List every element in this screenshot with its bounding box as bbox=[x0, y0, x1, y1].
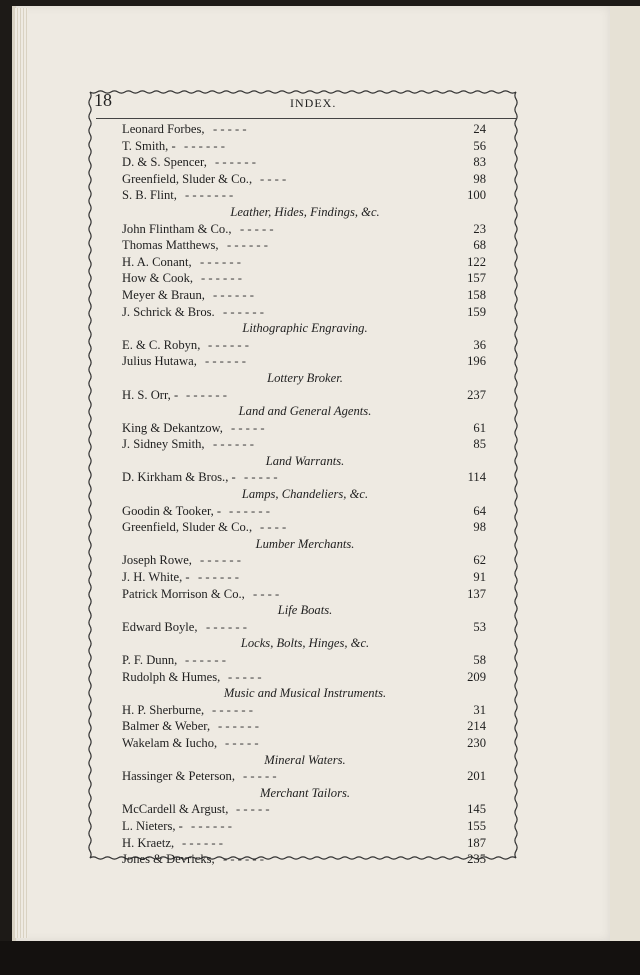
category-heading: Land Warrants. bbox=[265, 453, 345, 468]
entry-name: Greenfield, Sluder & Co., bbox=[122, 520, 253, 535]
category-heading: Lumber Merchants. bbox=[255, 536, 355, 551]
entry-page-number: 159 bbox=[467, 304, 486, 319]
entry-page-number: 196 bbox=[467, 354, 486, 369]
entry-page-number: 155 bbox=[467, 818, 486, 833]
entry-page-number: 31 bbox=[473, 702, 486, 717]
leader-dashes: - - - - - - bbox=[229, 503, 270, 518]
entry-name: J. H. White, - bbox=[122, 570, 190, 585]
category-heading: Merchant Tailors. bbox=[259, 785, 351, 800]
entry-page-number: 157 bbox=[467, 271, 486, 286]
entry-name: Jones & Devricks, bbox=[122, 852, 215, 867]
index-entry bbox=[122, 171, 488, 188]
entry-page-number: 61 bbox=[473, 420, 486, 435]
category-heading: Land and General Agents. bbox=[238, 404, 372, 419]
entry-name: McCardell & Argust, bbox=[122, 802, 229, 817]
category-heading: Life Boats. bbox=[277, 603, 333, 618]
entry-page-number: 36 bbox=[473, 337, 486, 352]
leader-dashes: - - - - - - bbox=[184, 138, 225, 153]
entry-page-number: 23 bbox=[473, 221, 486, 236]
page-number: 18 bbox=[94, 90, 112, 110]
index-entry bbox=[122, 652, 488, 669]
entry-name: L. Nieters, - bbox=[122, 818, 183, 833]
entry-name: John Flintham & Co., bbox=[122, 221, 232, 236]
index-entry bbox=[122, 801, 488, 818]
entry-page-number: 68 bbox=[473, 238, 486, 253]
index-entry bbox=[122, 835, 488, 852]
index-entry bbox=[122, 337, 488, 354]
entry-page-number: 83 bbox=[473, 155, 486, 170]
index-entry bbox=[122, 735, 488, 752]
category-heading: Leather, Hides, Findings, &c. bbox=[230, 204, 380, 219]
index-entry bbox=[122, 420, 488, 437]
index-entry bbox=[122, 718, 488, 735]
index-entry bbox=[122, 469, 488, 486]
index-entry bbox=[122, 669, 488, 686]
leader-dashes: - - - - - - bbox=[213, 437, 254, 452]
index-entry bbox=[122, 154, 488, 171]
index-entry bbox=[122, 138, 488, 155]
entry-page-number: 214 bbox=[467, 719, 486, 734]
leader-dashes: - - - - - - bbox=[208, 337, 249, 352]
leader-dashes: - - - - - - bbox=[191, 818, 232, 833]
leader-dashes: - - - - bbox=[260, 171, 287, 186]
entry-name: H. A. Conant, bbox=[122, 254, 192, 269]
page-title: INDEX. bbox=[290, 96, 337, 110]
leader-dashes: - - - - - - - bbox=[185, 188, 234, 203]
category-heading: Lamps, Chandeliers, &c. bbox=[241, 487, 369, 502]
entry-name: Joseph Rowe, bbox=[122, 553, 192, 568]
entry-name: Balmer & Weber, bbox=[122, 719, 211, 734]
entry-name: Hassinger & Peterson, bbox=[122, 769, 235, 784]
leader-dashes: - - - - - - bbox=[205, 354, 246, 369]
entry-name: Leonard Forbes, bbox=[122, 122, 205, 136]
leader-dashes: - - - - bbox=[253, 586, 280, 601]
entry-page-number: 201 bbox=[467, 769, 486, 784]
entry-page-number: 56 bbox=[473, 138, 486, 153]
entry-name: E. & C. Robyn, bbox=[122, 337, 201, 352]
entry-name: How & Cook, bbox=[122, 271, 194, 286]
index-entry bbox=[122, 187, 488, 204]
entry-name: Edward Boyle, bbox=[122, 619, 198, 634]
entry-page-number: 237 bbox=[467, 387, 486, 402]
category-heading: Lottery Broker. bbox=[267, 370, 343, 385]
index-entry bbox=[122, 304, 488, 321]
leader-dashes: - - - - - bbox=[240, 221, 274, 236]
entry-name: S. B. Flint, bbox=[122, 188, 177, 203]
leader-dashes: - - - - - - bbox=[186, 387, 227, 402]
leader-dashes: - - - - - - bbox=[182, 835, 223, 850]
entry-page-number: 91 bbox=[473, 570, 486, 585]
index-entry bbox=[122, 619, 488, 636]
entry-name: Thomas Matthews, bbox=[122, 238, 219, 253]
entry-name: Goodin & Tooker, - bbox=[122, 503, 222, 518]
index-entry bbox=[122, 586, 488, 603]
entry-name: King & Dekantzow, bbox=[122, 420, 223, 435]
background-strip bbox=[0, 941, 640, 975]
entry-page-number: 85 bbox=[473, 437, 486, 452]
entry-page-number: 209 bbox=[467, 669, 486, 684]
leader-dashes: - - - - - - bbox=[200, 254, 241, 269]
entry-page-number: 145 bbox=[467, 802, 486, 817]
entry-name: P. F. Dunn, bbox=[122, 653, 178, 667]
leader-dashes: - - - - - bbox=[213, 122, 247, 136]
page-edges bbox=[14, 8, 28, 938]
index-entry bbox=[122, 768, 488, 785]
category-heading: Music and Musical Instruments. bbox=[223, 686, 387, 701]
leader-dashes: - - - - - bbox=[228, 669, 262, 684]
index-entry bbox=[122, 851, 488, 868]
entry-name: T. Smith, - bbox=[122, 138, 176, 153]
entry-page-number: 58 bbox=[473, 653, 486, 667]
leader-dashes: - - - - - - bbox=[206, 619, 247, 634]
index-list bbox=[122, 121, 488, 868]
index-entry bbox=[122, 818, 488, 835]
entry-page-number: 62 bbox=[473, 553, 486, 568]
entry-name: Meyer & Braun, bbox=[122, 287, 205, 302]
leader-dashes: - - - - - - bbox=[200, 553, 241, 568]
category-heading: Locks, Bolts, Hinges, &c. bbox=[240, 636, 370, 651]
leader-dashes: - - - - - - bbox=[223, 304, 264, 319]
header-rule bbox=[96, 118, 516, 119]
leader-dashes: - - - - - bbox=[244, 470, 278, 485]
index-entry bbox=[122, 121, 488, 138]
entry-name: H. Kraetz, bbox=[122, 835, 175, 850]
entry-name: D. & S. Spencer, bbox=[122, 155, 207, 170]
entry-name: Wakelam & Iucho, bbox=[122, 735, 218, 750]
leader-dashes: - - - - - - bbox=[223, 852, 264, 867]
entry-page-number: 122 bbox=[467, 254, 486, 269]
entry-page-number: 64 bbox=[473, 503, 486, 518]
entry-page-number: 235 bbox=[467, 852, 486, 867]
entry-page-number: 53 bbox=[473, 619, 486, 634]
leader-dashes: - - - - - - bbox=[212, 702, 253, 717]
entry-name: J. Sidney Smith, bbox=[122, 437, 205, 452]
leader-dashes: - - - - - - bbox=[185, 653, 226, 667]
index-entry bbox=[122, 254, 488, 271]
index-entry bbox=[122, 503, 488, 520]
index-entry bbox=[122, 353, 488, 370]
entry-name: Patrick Morrison & Co., bbox=[122, 586, 245, 601]
entry-name: Greenfield, Sluder & Co., bbox=[122, 171, 253, 186]
entry-page-number: 137 bbox=[467, 586, 486, 601]
entry-page-number: 230 bbox=[467, 735, 486, 750]
index-entry bbox=[122, 519, 488, 536]
leader-dashes: - - - - - bbox=[243, 769, 277, 784]
leader-dashes: - - - - - - bbox=[201, 271, 242, 286]
entry-page-number: 24 bbox=[473, 122, 486, 136]
category-heading: Mineral Waters. bbox=[264, 752, 346, 767]
index-entry bbox=[122, 237, 488, 254]
leader-dashes: - - - - - - bbox=[213, 287, 254, 302]
facing-page-edge bbox=[610, 6, 640, 941]
index-entry bbox=[122, 270, 488, 287]
index-entry bbox=[122, 221, 488, 238]
entry-page-number: 100 bbox=[467, 188, 486, 203]
entry-name: H. S. Orr, - bbox=[122, 387, 179, 402]
entry-name: J. Schrick & Bros. bbox=[122, 304, 215, 319]
leader-dashes: - - - - - bbox=[231, 420, 265, 435]
entry-page-number: 187 bbox=[467, 835, 486, 850]
leader-dashes: - - - - bbox=[260, 520, 287, 535]
entry-page-number: 158 bbox=[467, 287, 486, 302]
leader-dashes: - - - - - bbox=[225, 735, 259, 750]
entry-name: D. Kirkham & Bros., - bbox=[122, 470, 236, 485]
index-entry bbox=[122, 387, 488, 404]
index-entry bbox=[122, 436, 488, 453]
leader-dashes: - - - - - - bbox=[198, 570, 239, 585]
entry-name: H. P. Sherburne, bbox=[122, 702, 205, 717]
leader-dashes: - - - - - - bbox=[227, 238, 268, 253]
leader-dashes: - - - - - bbox=[236, 802, 270, 817]
category-heading: Lithographic Engraving. bbox=[242, 321, 368, 336]
entry-page-number: 98 bbox=[473, 171, 486, 186]
leader-dashes: - - - - - - bbox=[218, 719, 259, 734]
index-entry bbox=[122, 287, 488, 304]
entry-name: Rudolph & Humes, bbox=[122, 669, 221, 684]
index-entry bbox=[122, 569, 488, 586]
entry-name: Julius Hutawa, bbox=[122, 354, 197, 369]
index-entry bbox=[122, 552, 488, 569]
entry-page-number: 98 bbox=[473, 520, 486, 535]
entry-page-number: 114 bbox=[467, 470, 486, 485]
index-entry bbox=[122, 702, 488, 719]
leader-dashes: - - - - - - bbox=[215, 155, 256, 170]
